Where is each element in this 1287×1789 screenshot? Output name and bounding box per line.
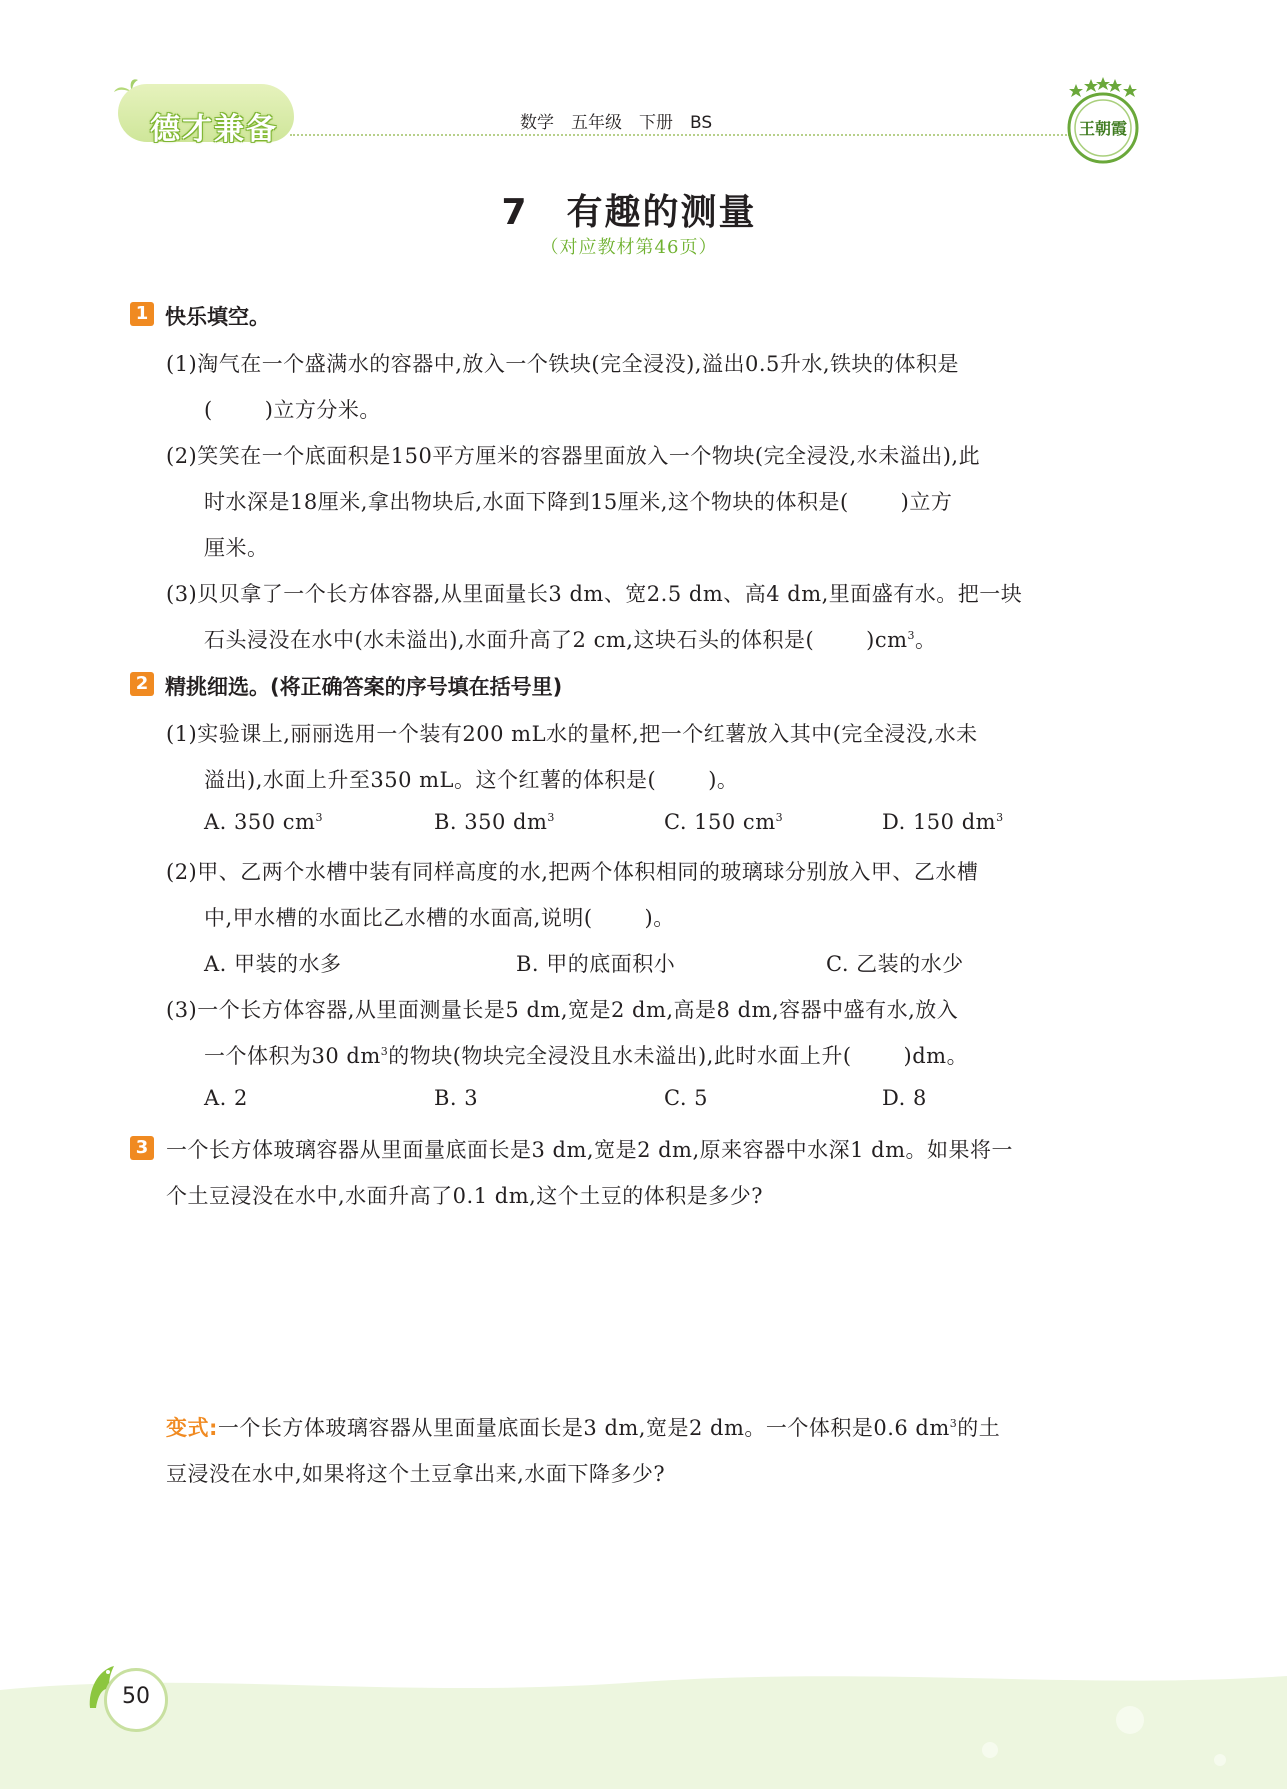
s2-q3-sup: 3 [380,1045,389,1058]
s2-q1-option-a[interactable] [204,810,323,834]
s2-q3-end: )dm。 [903,1044,969,1068]
header-subject: 数学 五年级 下册 BS [520,113,713,133]
s1-q2-text-end: )立方 [900,490,953,514]
footer-wave [0,1660,1287,1789]
s2-q3-option-a[interactable]: A. 2 [204,1086,248,1110]
option-sup: 3 [996,811,1004,824]
section-1-title: 快乐填空。 [165,305,270,329]
option-sup: 3 [547,811,555,824]
s2-q3-option-b[interactable]: B. 3 [434,1086,479,1110]
s2-q3-text: 一个体积为30 dm [204,1044,381,1068]
variant-label: 变式: [166,1416,218,1440]
s1-q1-line2 [204,394,381,424]
s3-line2: 个土豆浸没在水中,水面升高了0.1 dm,这个土豆的体积是多少? [166,1184,764,1208]
s2-q1-end: )。 [708,768,739,792]
s1-q3-text: 石头浸没在水中(水未溢出),水面升高了2 cm,这块石头的体积是( [204,628,815,652]
option-sup: 3 [775,811,784,824]
option-label: D. 150 dm [882,810,997,834]
s2-q2-end: )。 [644,906,675,930]
brand-logo-text: 德才兼备 [150,112,278,147]
svg-text:王朝霞: 王朝霞 [1078,119,1128,138]
variant-line1 [166,1412,1000,1442]
section-1-number: 1 [130,302,154,326]
s2-q1-text: 溢出),水面上升至350 mL。这个红薯的体积是( [204,768,657,792]
variant-sup: 3 [949,1417,958,1430]
s1-q2-line2 [204,486,952,516]
s2-q2-text: 中,甲水槽的水面比乙水槽的水面高,说明( [204,906,593,930]
s2-q1-option-b[interactable] [434,810,555,834]
s2-q1-line2 [204,764,738,794]
s2-q2-line1: (2)甲、乙两个水槽中装有同样高度的水,把两个体积相同的玻璃球分别放入甲、乙水槽 [166,860,979,884]
variant-line2: 豆浸没在水中,如果将这个土豆拿出来,水面下降多少? [166,1462,666,1486]
s1-q1-blank-open: ( [204,398,213,422]
variant-text-end: 的土 [957,1416,1001,1440]
s2-q2-option-a[interactable]: A. 甲装的水多 [204,952,342,976]
page-number: 50 [122,1684,150,1709]
section-2-title: 精挑细选。(将正确答案的序号填在括号里) [165,675,563,699]
header-divider [290,134,1070,136]
author-seal-icon [1062,76,1144,168]
page-title: 7 有趣的测量 [501,192,757,233]
s2-q1-option-c[interactable] [664,810,783,834]
s1-q2-line1: (2)笑笑在一个底面积是150平方厘米的容器里面放入一个物块(完全浸没,水未溢出),此 [166,444,981,468]
s2-q3-text-b: 的物块(物块完全浸没且水未溢出),此时水面上升( [388,1044,852,1068]
s2-q2-option-b[interactable]: B. 甲的底面积小 [516,952,676,976]
s1-q3-unit: )cm [866,628,908,652]
s1-q2-text: 时水深是18厘米,拿出物块后,水面下降到15厘米,这个物块的体积是( [204,490,849,514]
section-2-number: 2 [130,672,154,696]
s2-q1-line1: (1)实验课上,丽丽选用一个装有200 mL水的量杯,把一个红薯放入其中(完全浸没,水未 [166,722,978,746]
s2-q3-line2 [204,1040,968,1070]
s2-q1-option-d[interactable] [882,810,1004,834]
s2-q3-option-c[interactable]: C. 5 [664,1086,709,1110]
s2-q3-line1: (3)一个长方体容器,从里面测量长是5 dm,宽是2 dm,高是8 dm,容器中盛有水,放入 [166,998,959,1022]
s1-q3-unit-sup: 3 [907,629,916,642]
s1-q3-line1: (3)贝贝拿了一个长方体容器,从里面量长3 dm、宽2.5 dm、高4 dm,里面盛有水。把一块 [166,582,1023,606]
s1-q3-end: 。 [915,628,937,652]
s1-q1-blank-close: )立方分米。 [264,398,381,422]
option-label: A. 350 cm [204,810,316,834]
variant-text: 一个长方体玻璃容器从里面量底面长是3 dm,宽是2 dm。一个体积是0.6 dm [217,1416,950,1440]
option-label: B. 350 dm [434,810,548,834]
option-sup: 3 [315,811,323,824]
option-label: C. 150 cm [664,810,776,834]
s1-q3-line2 [204,624,937,654]
s3-line1: 一个长方体玻璃容器从里面量底面长是3 dm,宽是2 dm,原来容器中水深1 dm。如果将一 [166,1138,1014,1162]
s1-q1-line1: (1)淘气在一个盛满水的容器中,放入一个铁块(完全浸没),溢出0.5升水,铁块的体积是 [166,352,960,376]
s2-q3-option-d[interactable]: D. 8 [882,1086,927,1110]
page-subtitle: （对应教材第46页） [540,237,718,258]
section-3-number: 3 [130,1136,154,1160]
s1-q2-line3: 厘米。 [204,536,269,560]
s2-q2-option-c[interactable]: C. 乙装的水少 [826,952,964,976]
s2-q2-line2 [204,902,675,932]
